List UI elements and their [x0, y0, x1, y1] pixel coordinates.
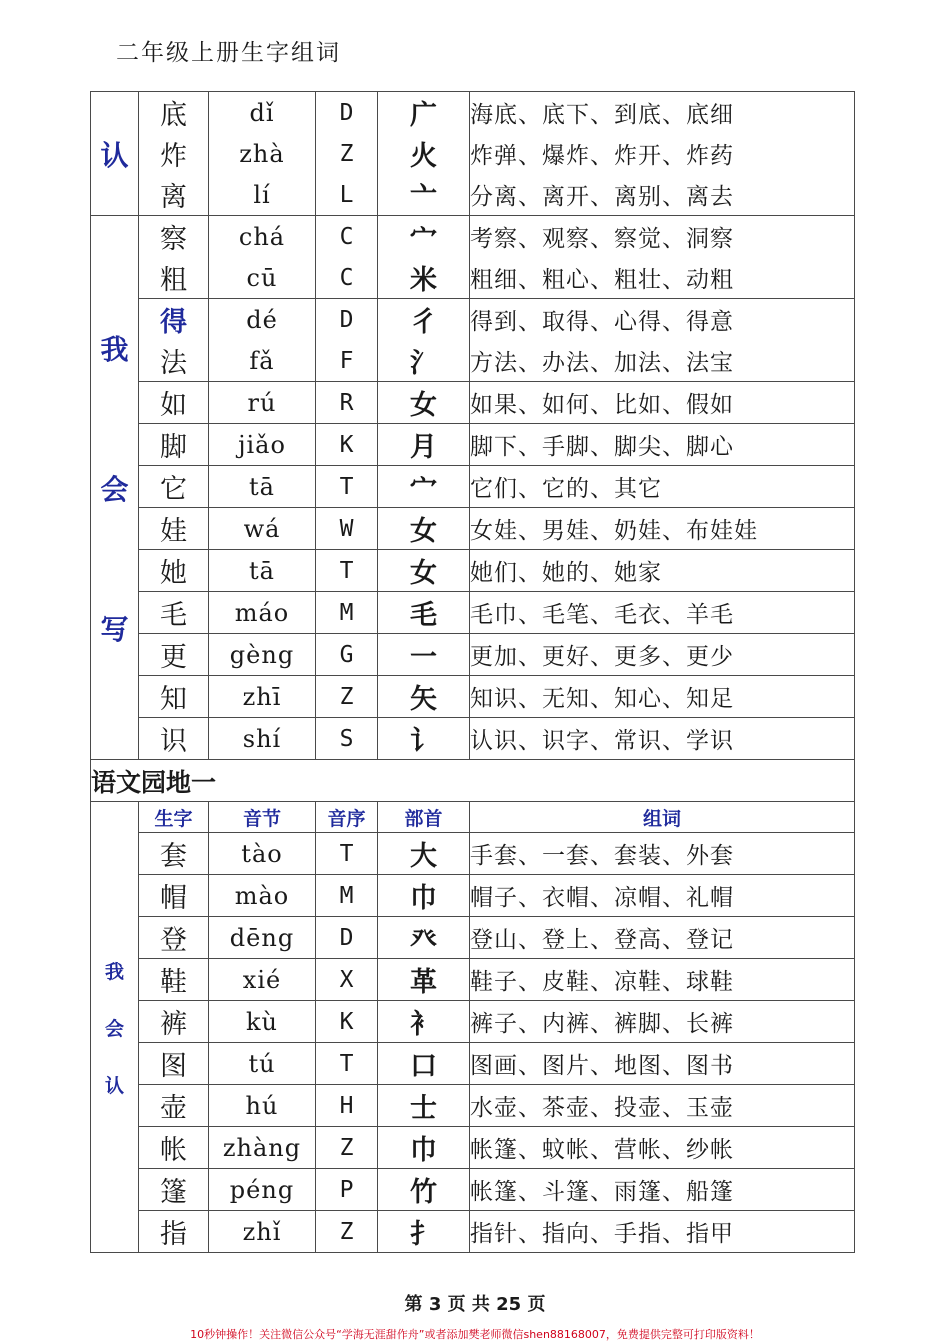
words-cell: 粗细、粗心、粗壮、动粗 — [470, 257, 855, 299]
char-cell: 知 — [139, 676, 209, 718]
words-cell: 考察、观察、察觉、洞察 — [470, 216, 855, 258]
order-cell: Z — [316, 1211, 378, 1253]
table-row — [91, 718, 855, 760]
radical-cell: 米 — [378, 257, 470, 299]
pinyin-cell: tā — [209, 550, 316, 592]
words-cell: 认识、识字、常识、学识 — [470, 718, 855, 760]
words-cell: 炸弹、爆炸、炸开、炸药 — [470, 133, 855, 174]
table-row — [91, 1169, 855, 1211]
char-cell: 登 — [139, 917, 209, 959]
radical-cell: 月 — [378, 424, 470, 466]
char-cell: 识 — [139, 718, 209, 760]
pinyin-cell: rú — [209, 382, 316, 424]
table-row — [91, 1043, 855, 1085]
radical-cell: 氵 — [378, 340, 470, 382]
table-row — [91, 133, 855, 174]
order-cell: M — [316, 875, 378, 917]
table-row — [91, 299, 855, 341]
order-cell: R — [316, 382, 378, 424]
table-row — [91, 917, 855, 959]
words-cell: 她们、她的、她家 — [470, 550, 855, 592]
words-cell: 指针、指向、手指、指甲 — [470, 1211, 855, 1253]
radical-cell: 巾 — [378, 1127, 470, 1169]
side-label-char: 认 — [104, 1074, 124, 1097]
radical-cell: 矢 — [378, 676, 470, 718]
words-cell: 方法、办法、加法、法宝 — [470, 340, 855, 382]
words-cell: 得到、取得、心得、得意 — [470, 299, 855, 341]
char-cell: 帐 — [139, 1127, 209, 1169]
char-cell: 毛 — [139, 592, 209, 634]
char-cell: 指 — [139, 1211, 209, 1253]
pinyin-cell: tā — [209, 466, 316, 508]
char-cell: 壶 — [139, 1085, 209, 1127]
pinyin-cell: kù — [209, 1001, 316, 1043]
char-cell: 帽 — [139, 875, 209, 917]
pinyin-cell: dé — [209, 299, 316, 341]
words-cell: 更加、更好、更多、更少 — [470, 634, 855, 676]
page-number: 第 3 页 共 25 页 — [404, 1294, 546, 1315]
order-cell: D — [316, 917, 378, 959]
table-row — [91, 1211, 855, 1253]
side-label-char: 会 — [100, 472, 129, 506]
words-cell: 帐篷、斗篷、雨篷、船篷 — [470, 1169, 855, 1211]
order-cell: Z — [316, 1127, 378, 1169]
radical-cell: 巾 — [378, 875, 470, 917]
char-cell: 如 — [139, 382, 209, 424]
words-cell: 如果、如何、比如、假如 — [470, 382, 855, 424]
table-row — [91, 833, 855, 875]
radical-cell: 一 — [378, 634, 470, 676]
radical-cell: 口 — [378, 1043, 470, 1085]
radical-cell: 毛 — [378, 592, 470, 634]
radical-cell: 癶 — [378, 917, 470, 959]
order-cell: C — [316, 216, 378, 258]
order-cell: Z — [316, 676, 378, 718]
pinyin-cell: tú — [209, 1043, 316, 1085]
pinyin-cell: shí — [209, 718, 316, 760]
section-heading: 语文园地一 — [91, 760, 855, 802]
char-cell: 粗 — [139, 257, 209, 299]
words-cell: 它们、它的、其它 — [470, 466, 855, 508]
table-row — [91, 550, 855, 592]
side-label-write — [91, 216, 139, 760]
words-cell: 帽子、衣帽、凉帽、礼帽 — [470, 875, 855, 917]
char-cell: 套 — [139, 833, 209, 875]
order-cell: S — [316, 718, 378, 760]
order-cell: M — [316, 592, 378, 634]
radical-cell: 大 — [378, 833, 470, 875]
table-row — [91, 257, 855, 299]
table-row — [91, 340, 855, 382]
header-order: 音序 — [316, 802, 378, 833]
radical-cell: 宀 — [378, 216, 470, 258]
table-row — [91, 875, 855, 917]
radical-cell: 女 — [378, 508, 470, 550]
side-label-char: 我 — [100, 332, 129, 366]
char-cell: 得 — [139, 299, 209, 341]
table-row — [91, 1085, 855, 1127]
table-row — [91, 959, 855, 1001]
header-radical: 部首 — [378, 802, 470, 833]
radical-cell: 扌 — [378, 1211, 470, 1253]
pinyin-cell: gèng — [209, 634, 316, 676]
words-cell: 裤子、内裤、裤脚、长裤 — [470, 1001, 855, 1043]
order-cell: C — [316, 257, 378, 299]
words-cell: 海底、底下、到底、底细 — [470, 92, 855, 134]
words-cell: 手套、一套、套装、外套 — [470, 833, 855, 875]
words-cell: 帐篷、蚊帐、营帐、纱帐 — [470, 1127, 855, 1169]
order-cell: T — [316, 1043, 378, 1085]
pinyin-cell: máo — [209, 592, 316, 634]
table-row — [91, 592, 855, 634]
order-cell: H — [316, 1085, 378, 1127]
table-row — [91, 466, 855, 508]
order-cell: Z — [316, 133, 378, 174]
pinyin-cell: lí — [209, 174, 316, 216]
table-row — [91, 676, 855, 718]
char-cell: 炸 — [139, 133, 209, 174]
pinyin-cell: zhī — [209, 676, 316, 718]
char-cell: 它 — [139, 466, 209, 508]
header-pinyin: 音节 — [209, 802, 316, 833]
section-heading-row — [91, 760, 855, 802]
order-cell: K — [316, 1001, 378, 1043]
side-label-ren — [91, 92, 139, 216]
table-row — [91, 508, 855, 550]
order-cell: P — [316, 1169, 378, 1211]
words-cell: 知识、无知、知心、知足 — [470, 676, 855, 718]
order-cell: L — [316, 174, 378, 216]
radical-cell: 亠 — [378, 174, 470, 216]
order-cell: F — [316, 340, 378, 382]
pinyin-cell: cū — [209, 257, 316, 299]
radical-cell: 女 — [378, 550, 470, 592]
side-label-char: 我 — [104, 960, 124, 983]
table-row — [91, 216, 855, 258]
radical-cell: 广 — [378, 92, 470, 134]
pinyin-cell: hú — [209, 1085, 316, 1127]
char-cell: 裤 — [139, 1001, 209, 1043]
order-cell: W — [316, 508, 378, 550]
char-cell: 鞋 — [139, 959, 209, 1001]
table-row — [91, 424, 855, 466]
pinyin-cell: jiǎo — [209, 424, 316, 466]
table-row — [91, 1127, 855, 1169]
radical-cell: 彳 — [378, 299, 470, 341]
radical-cell: 竹 — [378, 1169, 470, 1211]
pinyin-cell: mào — [209, 875, 316, 917]
radical-cell: 衤 — [378, 1001, 470, 1043]
pinyin-cell: zhǐ — [209, 1211, 316, 1253]
order-cell: X — [316, 959, 378, 1001]
words-cell: 女娃、男娃、奶娃、布娃娃 — [470, 508, 855, 550]
char-cell: 篷 — [139, 1169, 209, 1211]
words-cell: 登山、登上、登高、登记 — [470, 917, 855, 959]
pinyin-cell: xié — [209, 959, 316, 1001]
table-row — [91, 174, 855, 216]
pinyin-cell: tào — [209, 833, 316, 875]
order-cell: K — [316, 424, 378, 466]
side-label-char: 认 — [100, 138, 129, 172]
vocab-table — [90, 91, 855, 1253]
char-cell: 察 — [139, 216, 209, 258]
order-cell: D — [316, 299, 378, 341]
table-row — [91, 634, 855, 676]
char-cell: 底 — [139, 92, 209, 134]
pinyin-cell: fǎ — [209, 340, 316, 382]
pinyin-cell: wá — [209, 508, 316, 550]
table-row — [91, 382, 855, 424]
words-cell: 鞋子、皮鞋、凉鞋、球鞋 — [470, 959, 855, 1001]
words-cell: 水壶、茶壶、投壶、玉壶 — [470, 1085, 855, 1127]
order-cell: T — [316, 466, 378, 508]
table-row — [91, 92, 855, 134]
words-cell: 脚下、手脚、脚尖、脚心 — [470, 424, 855, 466]
radical-cell: 士 — [378, 1085, 470, 1127]
pinyin-cell: dēng — [209, 917, 316, 959]
radical-cell: 火 — [378, 133, 470, 174]
order-cell: G — [316, 634, 378, 676]
char-cell: 更 — [139, 634, 209, 676]
header-words: 组词 — [470, 802, 855, 833]
table-row — [91, 1001, 855, 1043]
pinyin-cell: péng — [209, 1169, 316, 1211]
pinyin-cell: zhà — [209, 133, 316, 174]
char-cell: 脚 — [139, 424, 209, 466]
order-cell: T — [316, 833, 378, 875]
words-cell: 毛巾、毛笔、毛衣、羊毛 — [470, 592, 855, 634]
char-cell: 法 — [139, 340, 209, 382]
page-title: 二年级上册生字组词 — [116, 40, 341, 66]
pinyin-cell: chá — [209, 216, 316, 258]
order-cell: T — [316, 550, 378, 592]
radical-cell: 女 — [378, 382, 470, 424]
words-cell: 分离、离开、离别、离去 — [470, 174, 855, 216]
pinyin-cell: dǐ — [209, 92, 316, 134]
words-cell: 图画、图片、地图、图书 — [470, 1043, 855, 1085]
column-header-row — [91, 802, 855, 833]
side-label-char: 会 — [104, 1017, 124, 1040]
radical-cell: 革 — [378, 959, 470, 1001]
char-cell: 图 — [139, 1043, 209, 1085]
char-cell: 娃 — [139, 508, 209, 550]
char-cell: 她 — [139, 550, 209, 592]
header-char: 生字 — [139, 802, 209, 833]
radical-cell: 宀 — [378, 466, 470, 508]
side-label-char: 写 — [100, 612, 129, 646]
side-label-recognize — [91, 802, 139, 1253]
order-cell: D — [316, 92, 378, 134]
pinyin-cell: zhàng — [209, 1127, 316, 1169]
radical-cell: 讠 — [378, 718, 470, 760]
char-cell: 离 — [139, 174, 209, 216]
promo-note: 10秒钟操作！关注微信公众号“学海无涯甜作舟”或者添加樊老师微信shen88168007，免费提供完整可打印版资料！ — [190, 1328, 760, 1341]
